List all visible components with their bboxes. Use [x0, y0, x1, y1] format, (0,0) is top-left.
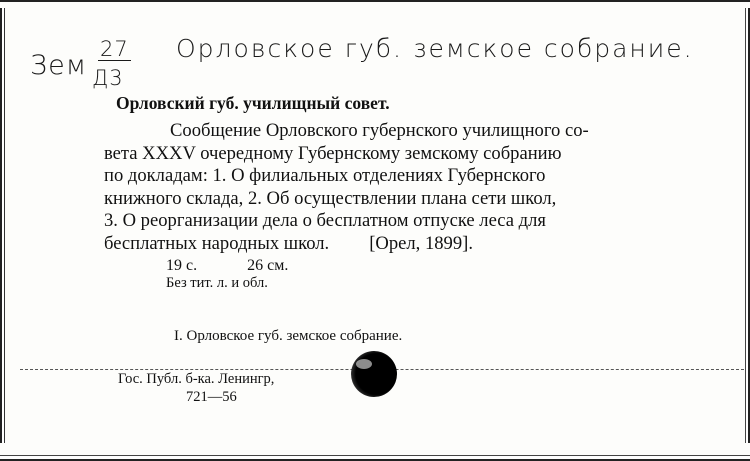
handwritten-title: Орловское губ. земское собрание. [176, 34, 694, 63]
tracing: I. Орловское губ. земское собрание. [174, 328, 403, 344]
library-line-1: Гос. Публ. б-ка. Ленингр, [118, 371, 275, 387]
body-line: по докладам: 1. О филиальных отделениях Губернского [104, 165, 546, 186]
card-top-edge [0, 0, 750, 8]
pages: 19 с. [166, 257, 198, 274]
body-line: вета XXXV очередному Губернскому земскому собранию [104, 142, 562, 164]
handwritten-section: Зем [30, 50, 88, 81]
punch-hole [351, 351, 397, 397]
card-body [104, 120, 688, 255]
card-heading: Орловский губ. училищный совет. [116, 93, 390, 113]
title-page-note: Без тит. л. и обл. [166, 275, 268, 291]
imprint: [Орел, 1899]. [369, 232, 473, 254]
body-line: 3. О реорганизации дела о бесплатном отпуске леса для [104, 210, 546, 231]
library-line-2: 721—56 [186, 389, 237, 405]
size: 26 см. [247, 257, 289, 274]
card-right-edge [742, 0, 750, 461]
card-bottom-edge [0, 443, 750, 461]
handwritten-fraction-bottom: Д3 [92, 66, 124, 90]
body-line: бесплатных народных школ. [Орел, 1899]. [104, 232, 473, 254]
card-left-edge [0, 0, 9, 461]
handwritten-fraction-top: 27 [100, 37, 129, 61]
punch-hole-shine [356, 359, 372, 369]
physical-description [166, 257, 288, 275]
body-line: Сообщение Орловского губернского училищного со- [170, 120, 589, 141]
body-line: книжного склада, 2. Об осуществлении плана сети школ, [104, 187, 557, 209]
